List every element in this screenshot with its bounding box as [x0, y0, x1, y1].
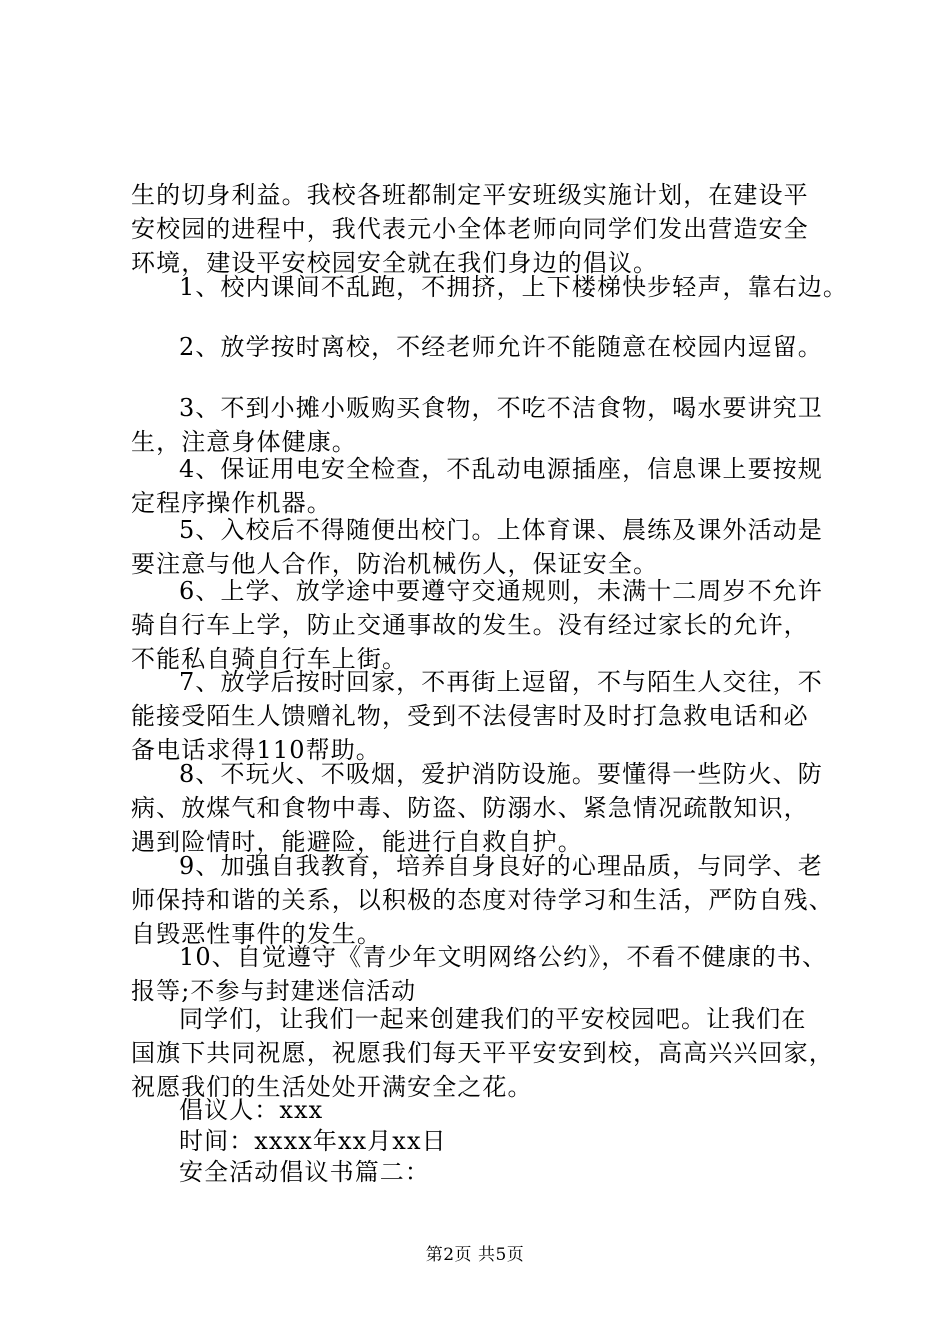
text-line: 安校园的进程中，我代表元小全体老师向同学们发出营造安全: [131, 215, 809, 243]
text-line: 骑自行车上学，防止交通事故的发生。没有经过家长的允许，: [131, 611, 809, 639]
paragraph-item-10: [131, 940, 851, 1008]
text-line: 7、放学后按时回家，不再街上逗留，不与陌生人交往，不: [179, 668, 823, 696]
paragraph-closing: [131, 1002, 851, 1104]
text-line: 3、不到小摊小贩购买食物，不吃不洁食物，喝水要讲究卫: [179, 394, 823, 422]
text-line: 6、上学、放学途中要遵守交通规则，未满十二周岁不允许: [179, 577, 823, 605]
text-line: 同学们，让我们一起来创建我们的平安校园吧。让我们在: [179, 1005, 807, 1033]
initiator-line: [131, 1093, 851, 1127]
paragraph-item-5: [131, 513, 851, 581]
text-line: 1、校内课间不乱跑，不拥挤，上下楼梯快步轻声，靠右边。: [179, 273, 848, 301]
paragraph-item-7: [131, 665, 851, 767]
text-line: 报等;不参与封建迷信活动: [131, 977, 417, 1005]
text-line: 自毁恶性事件的发生。: [131, 920, 382, 948]
text-line: 要注意与他人合作，防治机械伤人，保证安全。: [131, 550, 659, 578]
text-line: 祝愿我们的生活处处开满安全之花。: [131, 1073, 533, 1101]
text-line: 4、保证用电安全检查，不乱动电源插座，信息课上要按规: [179, 455, 823, 483]
text-line: 生的切身利益。我校各班都制定平安班级实施计划，在建设平: [131, 181, 809, 209]
text-line: 定程序操作机器。: [131, 489, 332, 517]
paragraph-item-2: [131, 330, 851, 364]
paragraph-item-4: [131, 452, 851, 520]
text-line: 病、放煤气和食物中毒、防盗、防溺水、紧急情况疏散知识，: [131, 794, 809, 822]
text-line: 10、自觉遵守《青少年文明网络公约》，不看不健康的书、: [179, 943, 828, 971]
paragraph-item-9: [131, 849, 851, 951]
paragraph-intro: [131, 178, 851, 280]
text-line: 时间：xxxx年xx月xx日: [179, 1127, 447, 1155]
text-line: 5、入校后不得随便出校门。上体育课、晨练及课外活动是: [179, 516, 823, 544]
section-heading: [131, 1155, 851, 1189]
paragraph-item-3: [131, 391, 851, 459]
text-line: 8、不玩火、不吸烟，爱护消防设施。要懂得一些防火、防: [179, 760, 823, 788]
text-line: 不能私自骑自行车上街。: [131, 645, 408, 673]
text-line: 生，注意身体健康。: [131, 428, 357, 456]
date-line: [131, 1124, 851, 1158]
text-line: 遇到险情时，能避险，能进行自救自护。: [131, 828, 583, 856]
text-line: 师保持和谐的关系，以积极的态度对待学习和生活，严防自残、: [131, 886, 834, 914]
paragraph-item-8: [131, 757, 851, 859]
text-line: 能接受陌生人馈赠礼物，受到不法侵害时及时打急救电话和必: [131, 702, 809, 730]
text-line: 备电话求得110帮助。: [131, 736, 381, 764]
page-number: 第2页 共5页: [425, 1245, 525, 1265]
text-line: 倡议人：xxx: [179, 1096, 324, 1124]
text-line: 安全活动倡议书篇二：: [179, 1158, 430, 1186]
text-line: 环境，建设平安校园安全就在我们身边的倡议。: [131, 249, 659, 277]
paragraph-item-1: [131, 270, 851, 304]
text-line: 2、放学按时离校，不经老师允许不能随意在校园内逗留。: [179, 333, 823, 361]
paragraph-item-6: [131, 574, 851, 676]
text-line: 9、加强自我教育，培养自身良好的心理品质，与同学、老: [179, 852, 823, 880]
text-line: 国旗下共同祝愿，祝愿我们每天平平安安到校，高高兴兴回家，: [131, 1039, 834, 1067]
